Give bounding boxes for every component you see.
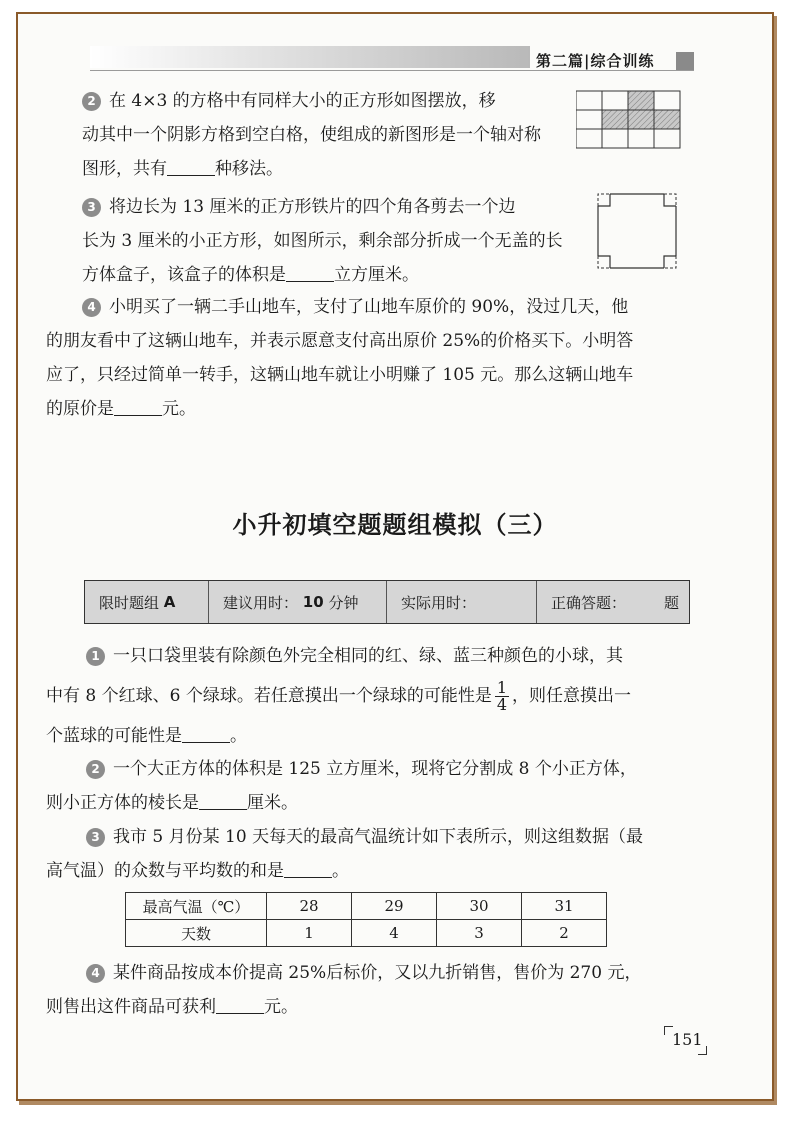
q-text: 高气温）的众数与平均数的和是 [46,861,284,881]
group-label: 限时题组 [99,593,160,612]
question-number-badge: 4 [86,964,105,983]
shaded-cell [602,110,628,129]
answer-blank [199,793,247,810]
page-number: 151 [672,1030,703,1049]
table-cell: 30 [437,893,522,920]
suggest-unit: 分钟 [328,593,359,612]
q-text: 我市 5 月份某 10 天每天的最高气温统计如下表所示，则这组数据（最 [113,827,644,847]
shaded-cell [628,110,654,129]
actual-label: 实际用时： [401,593,477,612]
q-text: 长为 3 厘米的小正方形，如图所示，剩余部分折成一个无盖的长 [82,231,563,251]
q-text: 元。 [264,997,298,1017]
header-title: 综合训练 [590,52,655,70]
table-cell: 31 [522,893,607,920]
answer-blank [182,726,230,743]
suggest-label: 建议用时： [223,593,299,612]
q-text: 。 [230,726,247,746]
time-limit-box [84,580,690,624]
question-bottom-4 [46,956,706,1024]
q-text: 某件商品按成本价提高 25%后标价，又以九折销售，售价为 270 元， [113,963,642,983]
table-cell: 28 [267,893,352,920]
q-text: 一个大正方体的体积是 125 立方厘米，现将它分割成 8 个小正方体， [113,759,637,779]
correct-label: 正确答题： [551,593,627,612]
section-title: 小升初填空题题组模拟（三） [232,511,558,539]
answer-blank [216,997,264,1014]
q-text: ，则任意摸出一 [512,686,632,706]
table-cell: 1 [267,920,352,947]
header-section: 第二篇 [536,52,585,70]
table-cell: 29 [352,893,437,920]
table-row [126,893,607,920]
question-top-2 [82,84,552,186]
q-text: 则小正方体的棱长是 [46,793,199,813]
q-text: 一只口袋里装有除颜色外完全相同的红、绿、蓝三种颜色的小球，其 [113,646,623,666]
question-top-3 [82,190,572,292]
question-bottom-1 [46,636,706,756]
grid-figure [576,89,682,151]
correct-unit: 题 [663,593,679,612]
question-bottom-3 [46,820,706,888]
question-number-badge: 3 [86,828,105,847]
group-letter: A [163,593,176,611]
table-header-cell: 最高气温（℃） [126,893,267,920]
answer-blank [167,159,215,176]
header-divider: | [584,52,591,70]
question-number-badge: 4 [82,298,101,317]
q-text: 的原价是 [46,399,114,419]
q-text: 则售出这件商品可获利 [46,997,216,1017]
suggest-cell [209,581,387,623]
q-text: 方体盒子，该盒子的体积是 [82,265,286,285]
table-cell: 3 [437,920,522,947]
temperature-table [125,892,607,947]
answer-blank [284,861,332,878]
q-text: 将边长为 13 厘米的正方形铁片的四个角各剪去一个边 [109,197,516,217]
actual-cell [387,581,537,623]
q-text: 应了，只经过简单一转手，这辆山地车就让小明赚了 105 元。那么这辆山地车 [46,365,634,385]
fraction-denominator: 4 [496,695,508,714]
q-text: 种移法。 [215,159,283,179]
group-cell [85,581,209,623]
fraction-numerator: 1 [496,678,508,697]
fraction [495,680,509,713]
suggest-value: 10 [302,593,324,611]
header-block-icon [676,52,694,70]
question-top-4 [46,290,706,426]
cut-square-figure [594,190,680,272]
question-number-badge: 3 [82,198,101,217]
q-text: 元。 [162,399,196,419]
q-text: 厘米。 [247,793,298,813]
question-number-badge: 2 [86,760,105,779]
q-text: 。 [332,861,349,881]
table-row [126,920,607,947]
table-header-cell: 天数 [126,920,267,947]
q-text: 个蓝球的可能性是 [46,726,182,746]
q-text: 动其中一个阴影方格到空白格，使组成的新图形是一个轴对称 [82,125,541,145]
question-bottom-2 [46,752,706,820]
answer-blank [114,399,162,416]
q-text: 中有 8 个红球、6 个绿球。若任意摸出一个绿球的可能性是 [46,686,492,706]
answer-blank [286,265,334,282]
header-gradient-bar [90,46,530,68]
q-text: 图形，共有 [82,159,167,179]
q-text: 小明买了一辆二手山地车，支付了山地车原价的 90%，没过几天，他 [109,297,629,317]
table-cell: 4 [352,920,437,947]
correct-cell [537,581,689,623]
q-text: 立方厘米。 [334,265,419,285]
header-rule [90,70,694,71]
q-text: 在 4×3 的方格中有同样大小的正方形如图摆放，移 [109,91,496,111]
question-number-badge: 1 [86,647,105,666]
shaded-cell [628,91,654,110]
shaded-cell [654,110,680,129]
question-number-badge: 2 [82,92,101,111]
table-cell: 2 [522,920,607,947]
q-text: 的朋友看中了这辆山地车，并表示愿意支付高出原价 25%的价格买下。小明答 [46,331,634,351]
running-header [536,50,655,71]
